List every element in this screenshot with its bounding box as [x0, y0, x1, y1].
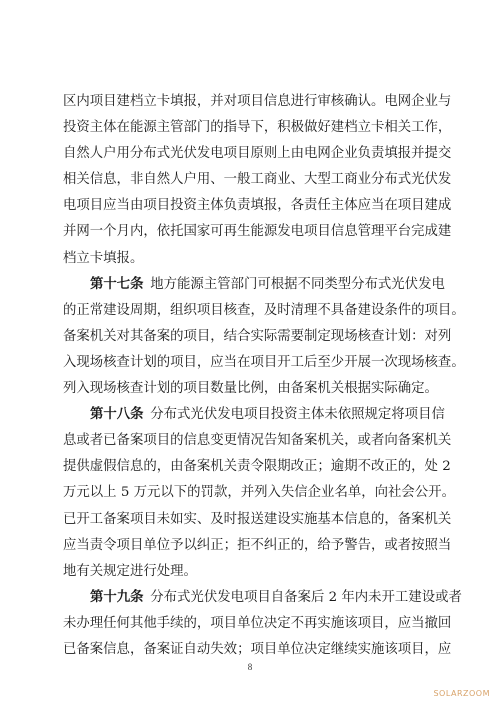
line-text: 应当责令项目单位予以纠正；拒不纠正的，给予警告，或者按照当 [63, 537, 452, 553]
text-line [63, 376, 439, 402]
body-text [63, 89, 465, 663]
line-text: 相关信息，非自然人户用、一般工商业、大型工商业分布式光伏发 [63, 172, 452, 188]
text-line [63, 219, 452, 245]
text-line [63, 507, 452, 533]
text-line [63, 272, 445, 298]
line-text: 投资主体在能源主管部门的指导下，积极做好建档立卡相关工作， [63, 120, 452, 136]
text-line [63, 454, 451, 480]
line-text: 地方能源主管部门可根据不同类型分布式光伏发电 [150, 276, 445, 292]
line-text: 已开工备案项目未如实、及时报送建设实施基本信息的，备案机关 [63, 511, 452, 527]
paragraph [63, 585, 462, 663]
text-line [63, 89, 452, 115]
line-text: 电项目应当由项目投资主体负责填报，各责任主体应当在项目建成 [63, 198, 452, 214]
text-line [63, 611, 452, 637]
line-text: 息或者已备案项目的信息变更情况告知备案机关，或者向备案机关 [63, 433, 452, 449]
line-text: 分布式光伏发电项目投资主体未依照规定将项目信 [150, 407, 445, 423]
page-number: 8 [247, 662, 253, 672]
article-heading: 第十九条 [90, 589, 144, 605]
text-line [63, 115, 452, 141]
text-line [63, 167, 452, 193]
text-line [63, 324, 452, 350]
line-text: 入现场核查计划的项目，应当在项目开工后至少开展一次现场核查。 [63, 354, 465, 370]
text-line [63, 480, 455, 506]
article-heading: 第十七条 [90, 276, 144, 292]
line-text: 分布式光伏发电项目自备案后 2 年内未开工建设或者 [150, 589, 462, 605]
text-line [63, 193, 452, 219]
line-text: 地有关规定进行处理。 [63, 563, 197, 579]
watermark-logo: SOLARZOOM [433, 689, 490, 698]
line-text: 的正常建设周期，组织项目核查，及时清理不具备建设条件的项目。 [63, 302, 465, 318]
text-line [63, 298, 465, 324]
text-line [63, 637, 452, 663]
text-line [63, 428, 452, 454]
text-line [63, 402, 445, 428]
text-line [63, 559, 439, 585]
article-heading: 第十八条 [90, 407, 144, 423]
line-text: 备案机关对其备案的项目，结合实际需要制定现场核查计划：对列 [63, 328, 452, 344]
line-text: 提供虚假信息的，由备案机关责令限期改正；逾期不改正的，处 2 [63, 459, 451, 475]
line-text: 万元以上 5 万元以下的罚款，并列入失信企业名单，向社会公开。 [63, 485, 455, 501]
line-text: 未办理任何其他手续的，项目单位决定不再实施该项目，应当撤回 [63, 615, 452, 631]
text-line [63, 585, 462, 611]
text-line [63, 246, 439, 272]
line-text: 并网一个月内，依托国家可再生能源发电项目信息管理平台完成建 [63, 224, 452, 240]
paragraph [63, 272, 465, 402]
line-text: 列入现场核查计划的项目数量比例，由备案机关根据实际确定。 [63, 381, 438, 397]
line-text: 档立卡填报。 [63, 250, 144, 266]
paragraph [63, 402, 455, 585]
line-text: 已备案信息，备案证自动失效；项目单位决定继续实施该项目，应 [63, 641, 452, 657]
text-line [63, 350, 465, 376]
text-line [63, 141, 452, 167]
line-text: 区内项目建档立卡填报，并对项目信息进行审核确认。电网企业与 [63, 94, 452, 109]
paragraph [63, 89, 452, 272]
line-text: 自然人户用分布式光伏发电项目原则上由电网企业负责填报并提交 [63, 146, 452, 162]
text-line [63, 533, 452, 559]
